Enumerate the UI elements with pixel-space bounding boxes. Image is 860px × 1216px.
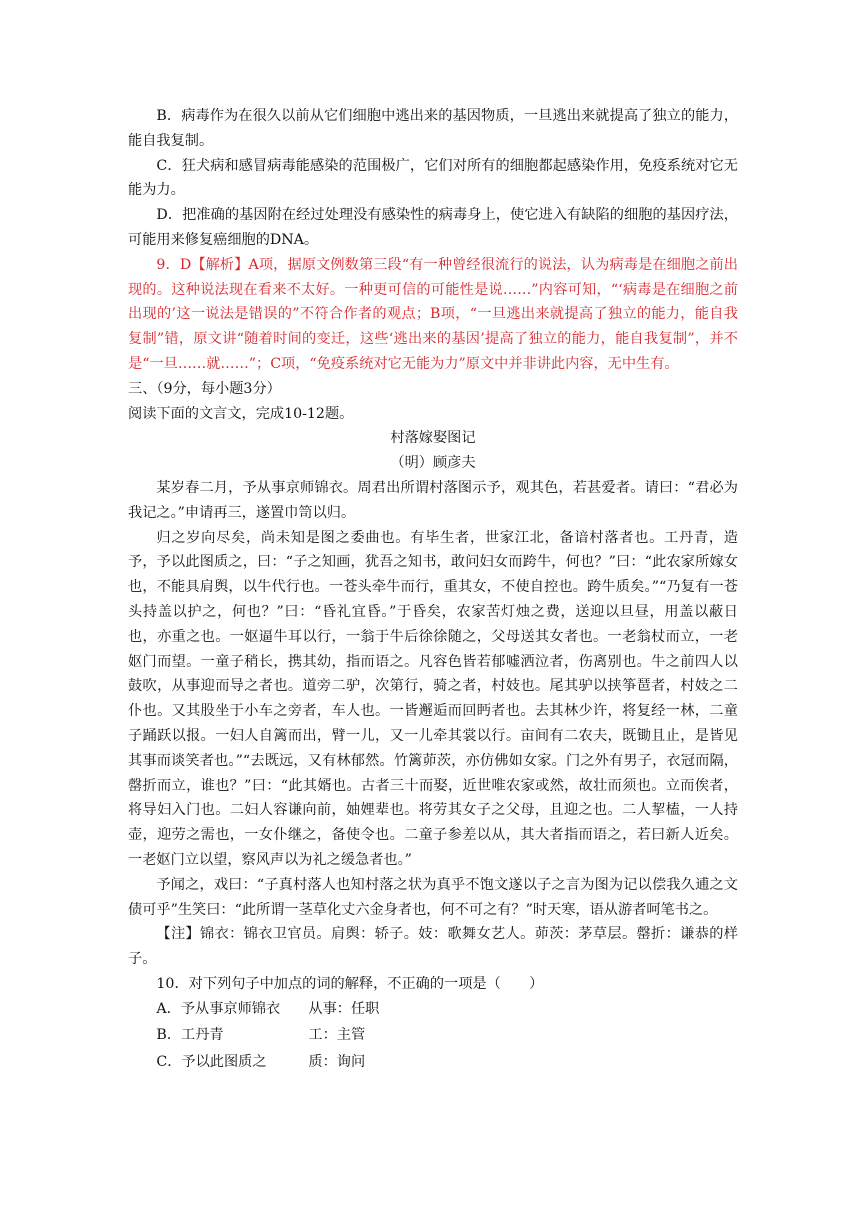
q10-option-text: C．予以此图质之: [156, 1054, 267, 1071]
passage-author: （明）顾彦夫: [390, 455, 476, 472]
option-c-prev: C．狂犬病和感冒病毒能感染的范围极广，它们对所有的细胞都起感染作用，免疫系统对它无能为力。: [128, 157, 738, 199]
passage-paragraph: 某岁春二月，予从事京师锦衣。周君出所谓村落图示予，观其色，若甚爱者。请曰：“君必为我记之。”申请再三，遂置巾笥以归。: [128, 479, 738, 521]
q10-option-c: [128, 1050, 738, 1075]
q10-option-a: [128, 997, 738, 1022]
answer-9-analysis: 9．D【解析】A项，据原文例数第三段“有一种曾经很流行的说法，认为病毒是在细胞之前出现的。这种说法现在看来不太好。一种更可信的可能性是说……”内容可知，“‘病毒是在细胞之前出现的’这一说法是错误的”不符合作者的观点；B项，“一旦逃出来就提高了独立的能力，能自我复制”错，原文讲“随着时间的变迁，这些‘逃出来的基因’提高了独立的能力，能自我复制”，并不是“一旦……就……”；C项，“免疫系统对它无能为力”原文中并非讲此内容，无中生有。: [128, 256, 738, 372]
q10-option-b: [128, 1023, 738, 1048]
passage-title: 村落嫁娶图记: [390, 430, 476, 447]
q10-option-text: A．予从事京师锦衣: [156, 1000, 281, 1017]
passage-paragraph: 归之岁向尽矣，尚未知是图之委曲也。有毕生者，世家江北，备谙村落者也。工丹青，造予，予以此图质之，曰：“子之知画，犹吾之知书，敢问妇女而跨牛，何也？”曰：“此农家所嫁女也，不能具肩舆，以牛代行也。一苍头牵牛而行，重其女，不使自控也。跨牛质矣。”“乃复有一苍头持盖以护之，何也？”曰：“昏礼宜昏。”于昏矣，农家苦灯烛之费，送迎以旦昼，用盖以蔽日也，亦重之也。一妪逼牛耳以行，一翁于牛后徐徐随之，父母送其女者也。一老翁杖而立，一老妪门而望。一童子稍长，携其幼，指而语之。凡容色皆若郁嘘洒泣者，伤离别也。牛之前四人以鼓吹，从事迎而导之者也。道旁二驴，次第行，骑之者，村妓也。尾其驴以挟筝琶者，村妓之二仆也。又其股坐于小车之旁者，车人也。一皆邂逅而回眄者也。去其林少许，将复经一林，二童子踊跃以报。一妇人自篱而出，臂一儿，又一儿牵其裳以行。亩间有二农夫，既锄且止，是皆见其事而谈笑者也。”“去既远，又有林郁然。竹篱茆茨，亦仿佛如女家。门之外有男子，衣冠而隔，罄折而立，谁也？”曰：“此其婿也。古者三十而娶，近世唯农家或然，故壮而须也。立而俟者，将导妇入门也。二妇人容谦向前，妯娌辈也。将劳其女子之父母，且迎之也。二人挈榼，一人持壶，迎劳之需也，一女仆继之，备使令也。二童子参差以从，其大者指而语之，若曰新人近矣。一老妪门立以望，察风声以为礼之缓急者也。”: [128, 529, 738, 868]
question-10: 10．对下列句子中加点的词的解释，不正确的一项是（ ）: [156, 975, 544, 992]
option-d-prev: D．把准确的基因附在经过处理没有感染性的病毒身上，使它进入有缺陷的细胞的基因疗法，可能用来修复癌细胞的DNA。: [128, 207, 738, 248]
option-b-prev: B．病毒作为在很久以前从它们细胞中逃出来的基因物质，一旦逃出来就提高了独立的能力，能自我复制。: [128, 108, 738, 149]
q10-option-text: B．工丹青: [156, 1027, 224, 1044]
passage-note: 【注】锦衣：锦衣卫官员。肩舆：轿子。妓：歌舞女艺人。茆茨：茅草层。罄折：谦恭的样子。: [128, 926, 738, 968]
reading-instruction: 阅读下面的文言文，完成10-12题。: [128, 405, 354, 422]
q10-option-gloss: 从事：任职: [308, 1000, 380, 1017]
section-heading: 三、（9分，每小题3分）: [128, 380, 281, 397]
q10-option-gloss: 工：主管: [308, 1027, 366, 1044]
passage-paragraph: 予闻之，戏曰：“子真村落人也知村落之状为真乎不饱文遂以子之言为图为记以偿我久逋之文债可乎”生笑曰：“此所谓一茎草化丈六金身者也，何不可之有？”时天寒，语从游者呵笔书之。: [128, 876, 738, 918]
q10-option-gloss: 质：询问: [308, 1054, 366, 1071]
